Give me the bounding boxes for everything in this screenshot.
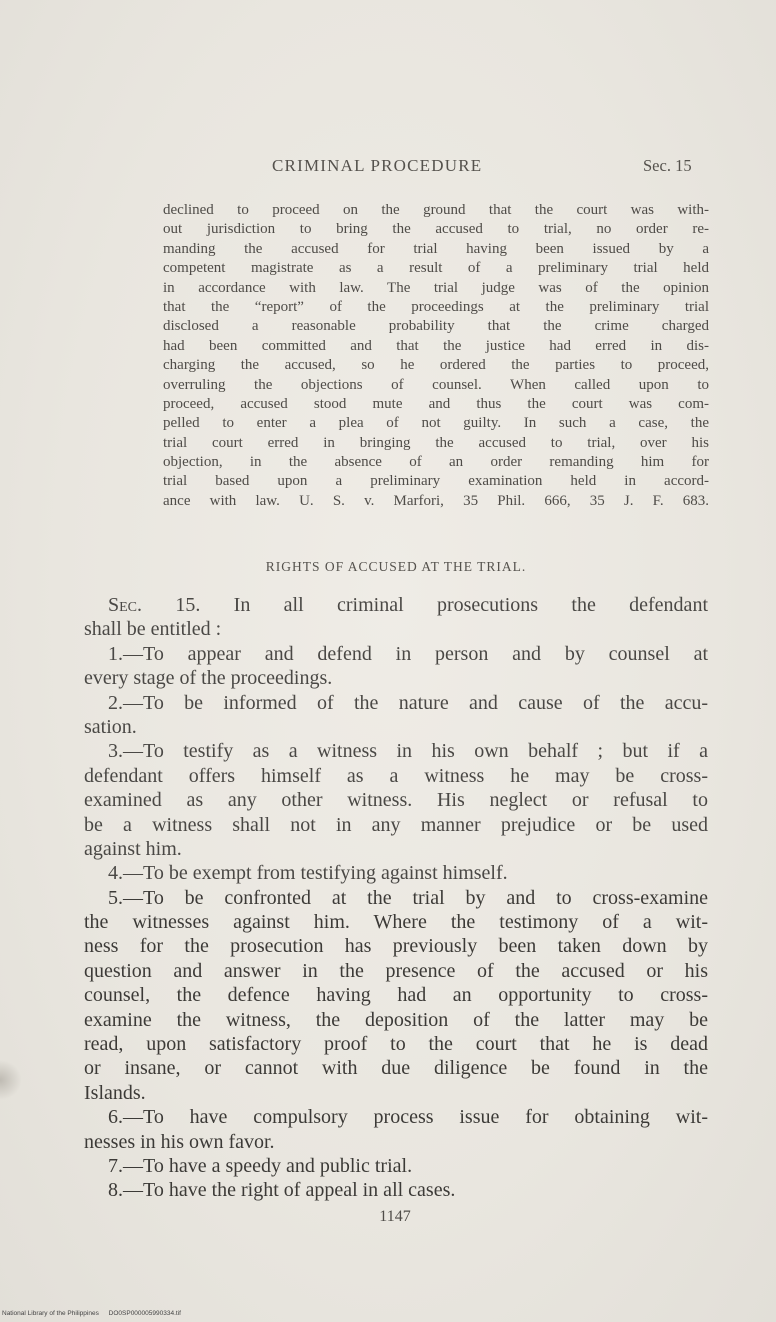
case-note [163, 201, 709, 511]
scan-footer [2, 1310, 189, 1317]
body-line: defendant offers himself as a witness he may be cross- [84, 764, 708, 787]
note-line: had been committed and that the justice had erred in dis- [163, 337, 709, 354]
body-line: the witnesses against him. Where the testimony of a wit- [84, 911, 708, 934]
running-head-section: Sec. 15 [643, 156, 692, 175]
footer-library: National Library of the Philippines [2, 1310, 99, 1317]
body-line: every stage of the proceedings. [84, 667, 333, 690]
body-line: shall be entitled : [84, 618, 222, 641]
note-line: proceed, accused stood mute and thus the court was com- [163, 395, 709, 412]
note-line: manding the accused for trial having been issued by a [163, 240, 709, 257]
section-heading [0, 559, 776, 575]
right-item-5: 5.—To be confronted at the trial by and to cross-examine [108, 886, 708, 909]
right-item-2: 2.—To be informed of the nature and cause of the accu- [108, 691, 708, 714]
right-item-3: 3.—To testify as a witness in his own behalf ; but if a [108, 740, 708, 763]
note-line: that the “report” of the proceedings at the preliminary trial [163, 298, 709, 315]
note-line: in accordance with law. The trial judge was of the opinion [163, 279, 709, 296]
right-item-6: 6.—To have compulsory process issue for obtaining wit- [108, 1106, 708, 1129]
section-heading-text: RIGHTS OF ACCUSED AT THE TRIAL. [265, 559, 527, 574]
body-line: against him. [84, 837, 182, 860]
body-line: or insane, or cannot with due diligence be found in the [84, 1057, 708, 1080]
scan-smudge [0, 1060, 22, 1100]
note-line: declined to proceed on the ground that the court was with- [163, 202, 709, 218]
right-item-8: 8.—To have the right of appeal in all cases. [108, 1179, 456, 1202]
body-line: counsel, the defence having had an opportunity to cross- [84, 984, 708, 1007]
note-line: overruling the objections of counsel. When called upon to [163, 376, 709, 393]
body-line: examine the witness, the deposition of the latter may be [84, 1008, 708, 1031]
body-line: question and answer in the presence of the accused or his [84, 959, 708, 982]
note-line: disclosed a reasonable probability that the crime charged [163, 318, 709, 335]
note-line: out jurisdiction to bring the accused to trial, no order re- [163, 221, 709, 238]
section-opening-line [84, 593, 708, 617]
right-item-4: 4.—To be exempt from testifying against himself. [108, 862, 508, 885]
running-head-title: CRIMINAL PROCEDURE [272, 156, 483, 175]
note-line: charging the accused, so he ordered the parties to proceed, [163, 357, 709, 374]
section-opening-text: 15. In all criminal prosecutions the defendant [142, 594, 708, 616]
body-line: examined as any other witness. His neglect or refusal to [84, 789, 708, 812]
body-line: ness for the prosecution has previously been taken down by [84, 935, 708, 958]
body-line: nesses in his own favor. [84, 1130, 275, 1153]
right-item-7: 7.—To have a speedy and public trial. [108, 1154, 413, 1177]
body-line: be a witness shall not in any manner prejudice or be used [84, 813, 708, 836]
page-number-text: 1147 [379, 1208, 411, 1225]
note-line: objection, in the absence of an order remanding him for [163, 454, 709, 471]
body-line: Islands. [84, 1081, 146, 1104]
note-line: trial based upon a preliminary examination held in accord- [163, 473, 709, 490]
note-line: competent magistrate as a result of a preliminary trial held [163, 260, 709, 277]
note-line: trial court erred in bringing the accused to trial, over his [163, 434, 709, 451]
section-label: Sec. [108, 594, 143, 616]
body-line: sation. [84, 715, 137, 738]
body-line: read, upon satisfactory proof to the court that he is dead [84, 1033, 708, 1056]
running-head [0, 156, 776, 180]
note-line-citation: ance with law. U. S. v. Marfori, 35 Phil. 666, 35 J. F. 683. [163, 492, 709, 509]
section-body [84, 593, 708, 1203]
footer-code: DO0SP000005990334.tif [108, 1310, 181, 1317]
page-number [0, 1208, 776, 1226]
note-line: pelled to enter a plea of not guilty. In such a case, the [163, 415, 709, 432]
right-item-1: 1.—To appear and defend in person and by counsel at [108, 642, 708, 665]
